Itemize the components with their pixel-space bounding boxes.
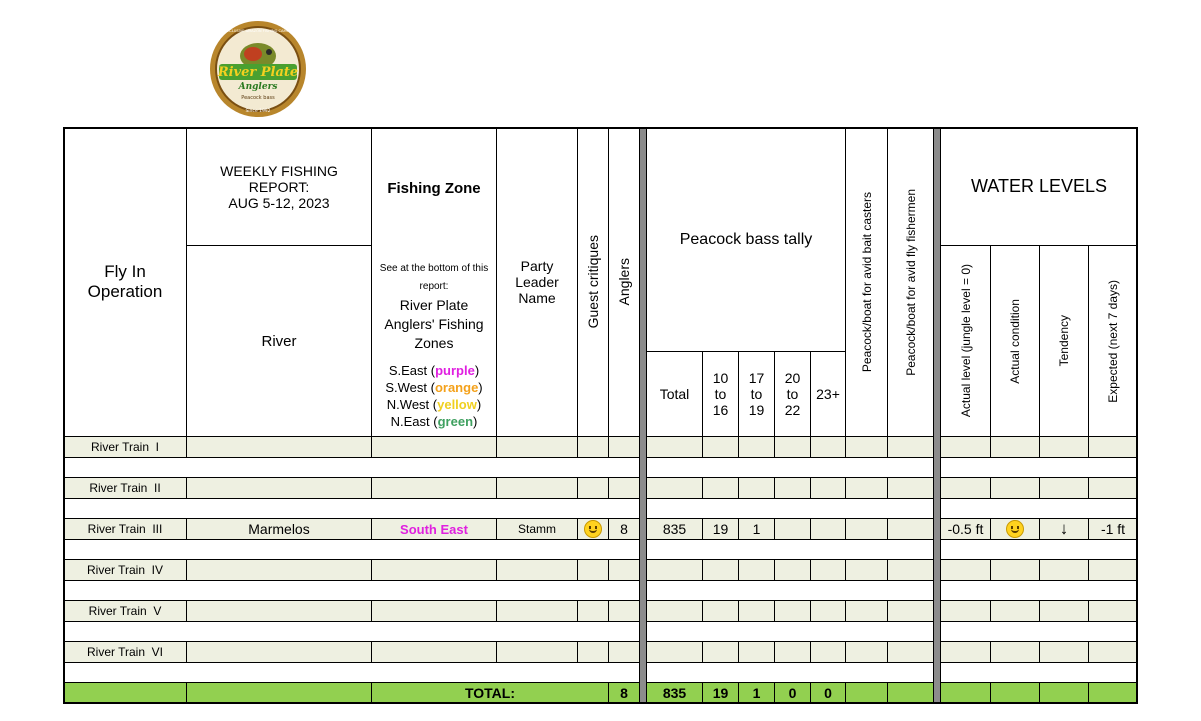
row-cell [577, 518, 609, 540]
row-cell [646, 600, 703, 622]
zone-legend-item: S.East (purple) [388, 363, 480, 378]
row-cell [371, 641, 497, 663]
row-cell [1088, 600, 1138, 622]
row-cell: -1 ft [1088, 518, 1138, 540]
row-cell [186, 600, 372, 622]
row-cell [940, 477, 991, 499]
row-cell [738, 559, 775, 581]
totals-anglers: 8 [608, 682, 640, 704]
row-cell [774, 436, 811, 458]
column-separator [639, 127, 647, 704]
totals-cell [887, 682, 934, 704]
totals-cell [186, 682, 372, 704]
row-cell [738, 477, 775, 499]
svg-text:River Plate: River Plate [217, 65, 299, 80]
row-cell [702, 600, 739, 622]
totals-total: 835 [646, 682, 703, 704]
row-cell [496, 477, 578, 499]
zone-legend-item: N.East (green) [390, 414, 478, 429]
row-name: River Train I [63, 436, 187, 458]
header-23-plus: 23+ [810, 351, 846, 437]
report-dates: AUG 5-12, 2023 [228, 194, 330, 211]
spacer-row [940, 457, 1138, 478]
row-cell [845, 641, 888, 663]
svg-text:Anglers: Anglers [238, 82, 278, 92]
row-cell [496, 600, 578, 622]
row-cell [186, 559, 372, 581]
row-cell [608, 477, 640, 499]
row-cell [608, 641, 640, 663]
header-fly-in-operation: Fly In Operation [63, 127, 187, 437]
row-cell [845, 477, 888, 499]
row-cell [496, 559, 578, 581]
header-bait-casters [845, 127, 888, 437]
spacer-row [940, 621, 1138, 642]
header-anglers [608, 127, 640, 437]
header-20-22: 20 to 22 [774, 351, 811, 437]
row-cell [1039, 436, 1089, 458]
row-cell [608, 600, 640, 622]
row-cell [1088, 436, 1138, 458]
spacer-row [940, 498, 1138, 519]
zone-legend-item: S.West (orange) [385, 380, 483, 395]
spacer-row [63, 621, 640, 642]
row-cell [990, 436, 1040, 458]
row-name: River Train IV [63, 559, 187, 581]
row-name: River Train II [63, 477, 187, 499]
header-10-16: 10 to 16 [702, 351, 739, 437]
actual-level-label: Actual level (jungle level = 0) [958, 264, 973, 418]
row-cell [702, 641, 739, 663]
header-expected [1088, 245, 1138, 437]
row-cell [577, 600, 609, 622]
row-cell [887, 436, 934, 458]
spacer-row [63, 539, 640, 560]
row-cell [845, 436, 888, 458]
totals-label: TOTAL: [371, 682, 609, 704]
row-cell [702, 436, 739, 458]
tendency-label: Tendency [1057, 315, 1071, 367]
totals-20-22: 0 [774, 682, 811, 704]
row-cell [940, 436, 991, 458]
fly-fishermen-label: Peacock/boat for avid fly fishermen [903, 188, 918, 376]
spacer-row [63, 457, 640, 478]
row-cell [810, 518, 846, 540]
row-cell [577, 641, 609, 663]
spacer-row [646, 621, 934, 642]
header-river: River [186, 245, 372, 437]
row-cell [371, 559, 497, 581]
row-cell [1039, 477, 1089, 499]
spacer-row [940, 539, 1138, 560]
header-total: Total [646, 351, 703, 437]
row-cell [810, 641, 846, 663]
bait-casters-label: Peacock/boat for avid bait casters [859, 191, 874, 373]
zone-value: South East [400, 521, 468, 537]
row-cell [940, 641, 991, 663]
spacer-row [63, 662, 640, 683]
row-cell [1088, 477, 1138, 499]
row-cell [371, 518, 497, 540]
row-cell: 835 [646, 518, 703, 540]
row-cell [774, 518, 811, 540]
row-cell [186, 477, 372, 499]
header-actual-condition [990, 245, 1040, 437]
expected-label: Expected (next 7 days) [1106, 279, 1120, 403]
row-cell [646, 641, 703, 663]
row-cell [774, 559, 811, 581]
header-fishing-zone [371, 127, 497, 437]
totals-cell [940, 682, 991, 704]
row-cell [738, 600, 775, 622]
anglers-label: Anglers [616, 258, 632, 306]
row-cell: 8 [608, 518, 640, 540]
row-cell: ↓ [1039, 518, 1089, 540]
row-cell [738, 641, 775, 663]
row-cell [371, 600, 497, 622]
row-cell [646, 559, 703, 581]
header-guest-critiques [577, 127, 609, 437]
totals-cell [1088, 682, 1138, 704]
row-cell [496, 641, 578, 663]
row-cell [990, 518, 1040, 540]
row-cell [990, 559, 1040, 581]
spacer-row [646, 662, 934, 683]
spacer-row [646, 457, 934, 478]
row-cell: Stamm [496, 518, 578, 540]
totals-10-16: 19 [702, 682, 739, 704]
row-cell [1039, 641, 1089, 663]
totals-cell [1039, 682, 1089, 704]
row-cell [577, 477, 609, 499]
smiley-icon [584, 520, 602, 538]
row-cell [371, 436, 497, 458]
row-cell [186, 641, 372, 663]
row-cell [1088, 559, 1138, 581]
row-cell [646, 436, 703, 458]
weekly-report-table [63, 127, 1138, 704]
row-cell [608, 559, 640, 581]
river-plate-anglers-logo [209, 20, 307, 118]
row-cell [990, 641, 1040, 663]
totals-23-plus: 0 [810, 682, 846, 704]
row-cell [845, 559, 888, 581]
spacer-row [940, 580, 1138, 601]
header-17-19: 17 to 19 [738, 351, 775, 437]
header-party-leader: Party Leader Name [496, 127, 578, 437]
smiley-icon [1006, 520, 1024, 538]
row-cell: Marmelos [186, 518, 372, 540]
spacer-row [63, 498, 640, 519]
row-cell [702, 559, 739, 581]
row-cell [845, 518, 888, 540]
row-cell [774, 600, 811, 622]
row-cell [774, 641, 811, 663]
header-bass-tally: Peacock bass tally [646, 127, 846, 352]
column-separator [933, 127, 941, 704]
row-cell: 19 [702, 518, 739, 540]
row-cell [577, 559, 609, 581]
report-title: WEEKLY FISHING REPORT: [220, 162, 338, 195]
totals-cell [63, 682, 187, 704]
spacer-row [646, 539, 934, 560]
totals-cell [845, 682, 888, 704]
row-cell [1088, 641, 1138, 663]
row-cell [887, 518, 934, 540]
zone-link: River Plate Anglers' Fishing Zones [384, 297, 484, 351]
row-cell [940, 559, 991, 581]
svg-text:Peacock bass: Peacock bass [241, 95, 275, 101]
row-cell [371, 477, 497, 499]
row-cell [608, 436, 640, 458]
row-cell [845, 600, 888, 622]
row-cell [810, 436, 846, 458]
spacer-row [646, 498, 934, 519]
header-tendency [1039, 245, 1089, 437]
row-cell [810, 559, 846, 581]
row-cell [646, 477, 703, 499]
header-fly-fishermen [887, 127, 934, 437]
row-cell [887, 600, 934, 622]
spacer-row [940, 662, 1138, 683]
row-cell [774, 477, 811, 499]
row-cell [810, 477, 846, 499]
spacer-row [63, 580, 640, 601]
row-cell [577, 436, 609, 458]
zone-note: See at the bottom of this report: [379, 263, 489, 292]
header-report-title [186, 127, 372, 246]
row-cell [1039, 600, 1089, 622]
row-cell [496, 436, 578, 458]
guest-critiques-label: Guest critiques [585, 235, 601, 329]
row-cell [990, 600, 1040, 622]
totals-cell [990, 682, 1040, 704]
fishing-zone-title: Fishing Zone [387, 180, 481, 197]
row-cell [887, 641, 934, 663]
header-water-levels: WATER LEVELS [940, 127, 1138, 246]
zone-legend-item: N.West (yellow) [386, 397, 482, 412]
row-cell: -0.5 ft [940, 518, 991, 540]
row-cell [990, 477, 1040, 499]
row-cell [940, 600, 991, 622]
row-cell [887, 477, 934, 499]
header-actual-level [940, 245, 991, 437]
svg-text:Since 1992: Since 1992 [245, 109, 271, 114]
row-cell: 1 [738, 518, 775, 540]
row-name: River Train V [63, 600, 187, 622]
row-cell [186, 436, 372, 458]
row-cell [887, 559, 934, 581]
row-name: River Train III [63, 518, 187, 540]
row-cell [1039, 559, 1089, 581]
row-cell [810, 600, 846, 622]
row-name: River Train VI [63, 641, 187, 663]
row-cell [738, 436, 775, 458]
spacer-row [646, 580, 934, 601]
svg-text:EXCLUSIVE AMAZON FISHING CAMPS: EXCLUSIVE AMAZON FISHING CAMPS [224, 29, 292, 33]
totals-17-19: 1 [738, 682, 775, 704]
row-cell [702, 477, 739, 499]
actual-condition-label: Actual condition [1008, 298, 1022, 384]
